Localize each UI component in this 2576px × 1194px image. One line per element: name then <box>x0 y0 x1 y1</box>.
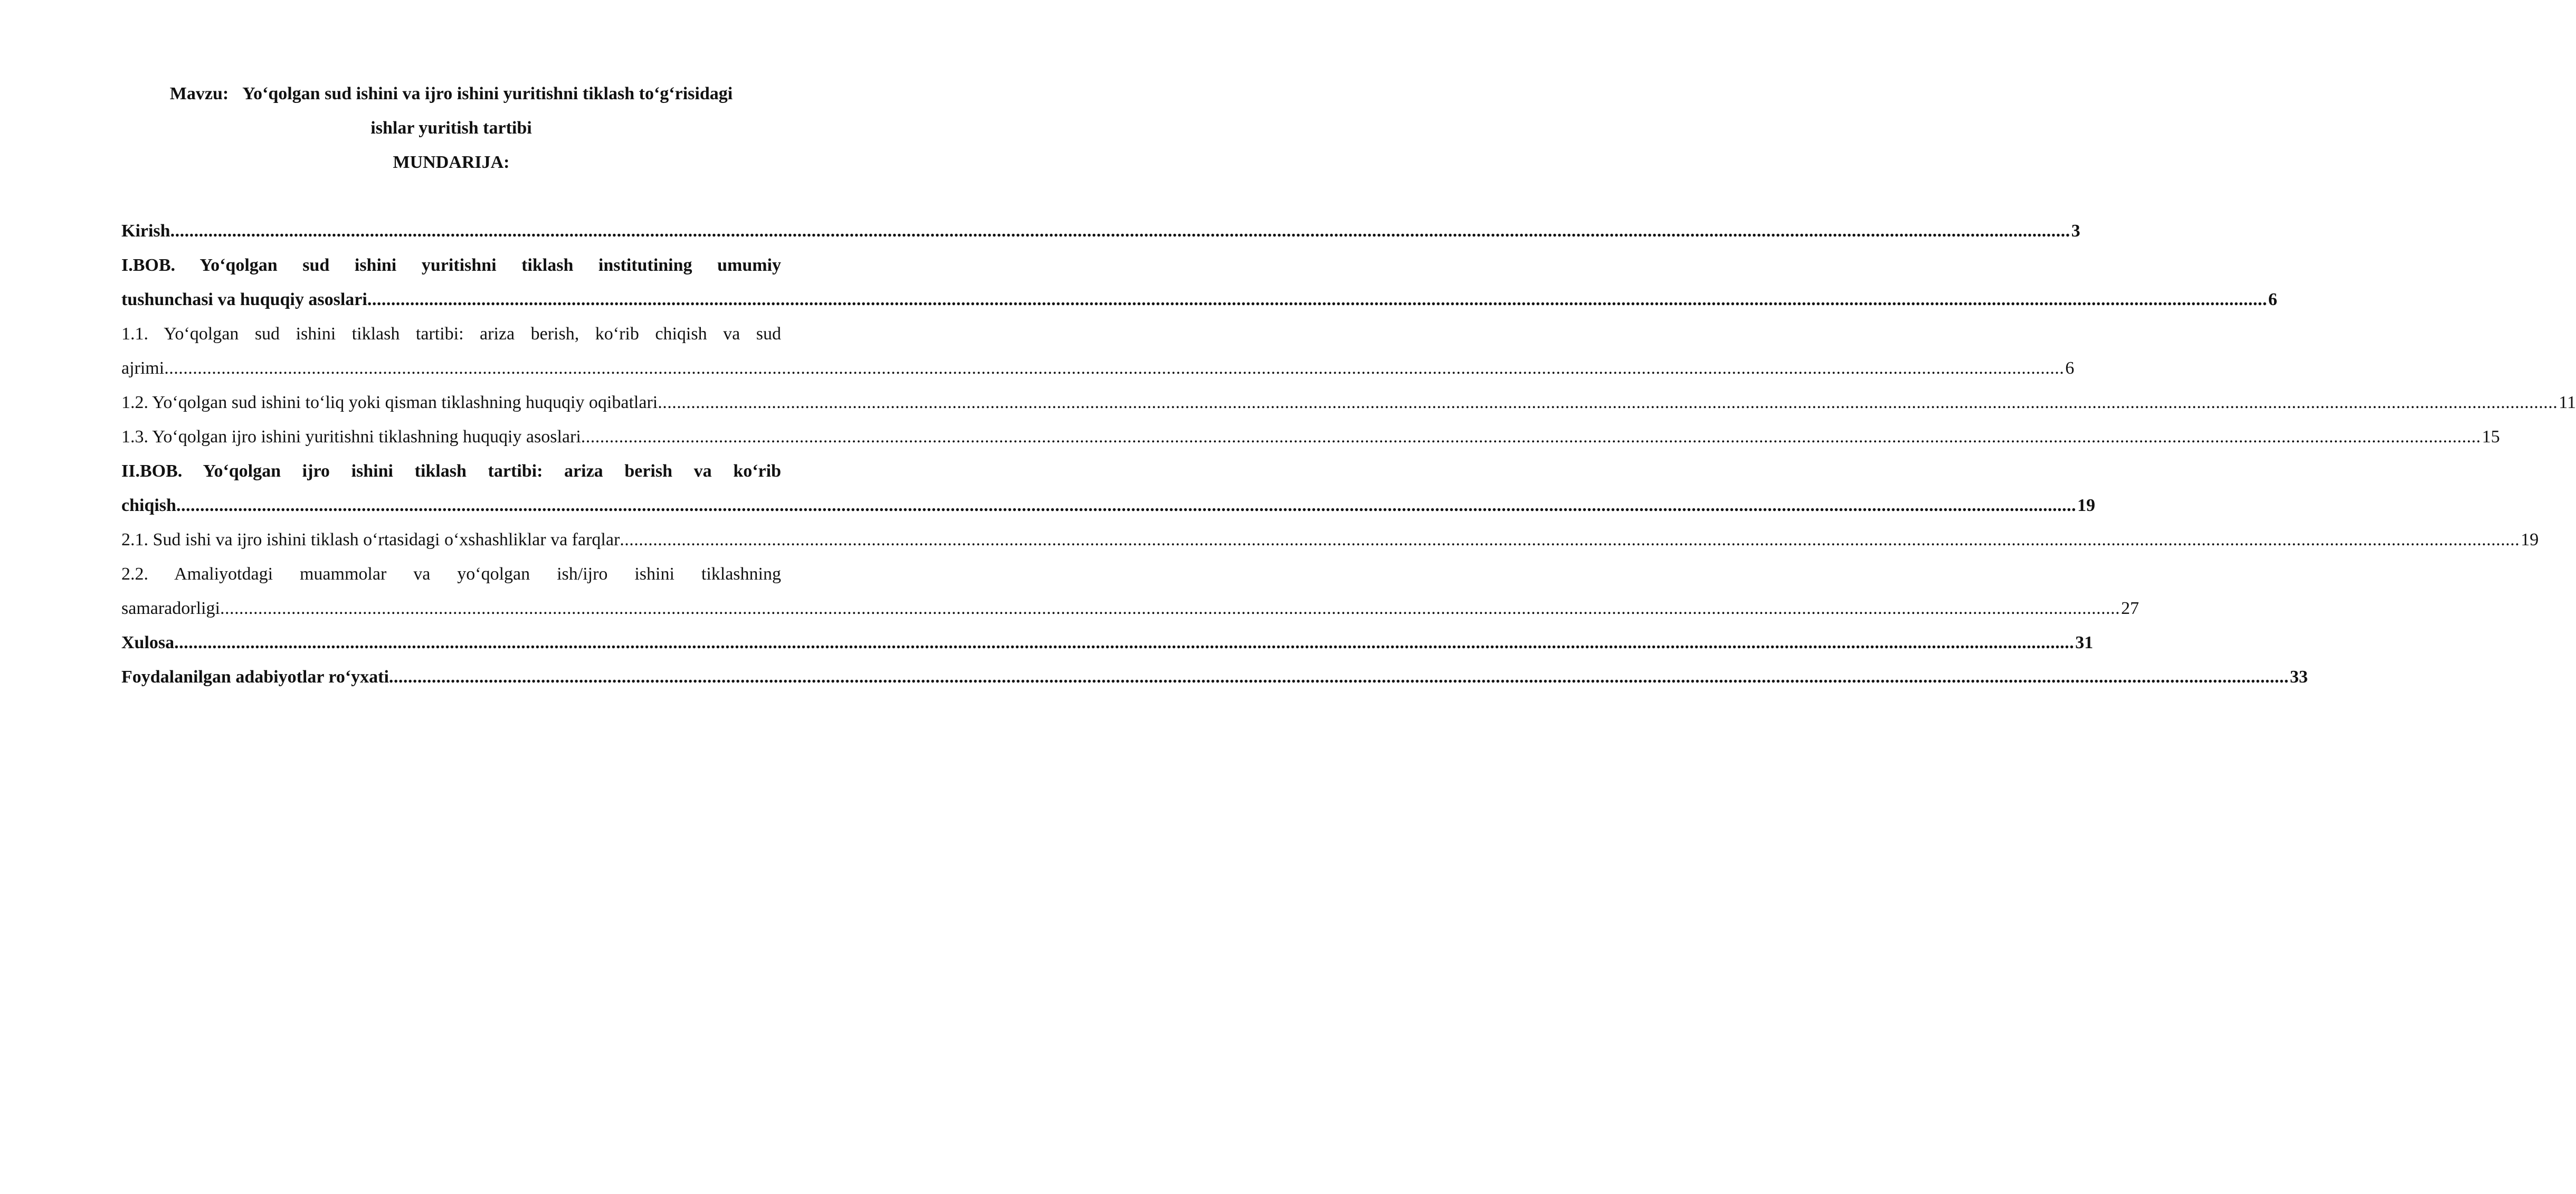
toc-entry-references[interactable] <box>121 660 2308 694</box>
toc-entry-chapter-1[interactable] <box>121 248 2277 317</box>
topic-title-part-1: Yo‘qolgan sud ishini va ijro ishini yuritishni tiklash to‘g‘risidagi <box>242 84 733 103</box>
toc-entry-title: ajrimi <box>121 358 165 378</box>
toc-entry-title: 1.3. Yo‘qolgan ijro ishini yuritishni tiklashning huquqiy asoslari <box>121 427 581 447</box>
toc-entry-introduction[interactable] <box>121 214 2080 248</box>
dot-leader: ................................................................................................................................................................................................................................................................................................................................................................................................................ <box>367 290 2267 309</box>
toc-entry-section-1-3[interactable] <box>121 420 2500 454</box>
dot-leader: ................................................................................................................................................................................................................................................................................................................................................................................................................ <box>220 599 2120 618</box>
toc-entry-title-lead: II.BOB. Yo‘qolgan ijro ishini tiklash tartibi: ariza berish va ko‘rib <box>121 461 781 481</box>
toc-entry-title: Foydalanilgan adabiyotlar ro‘yxati <box>121 667 389 687</box>
toc-heading: MUNDARIJA: <box>393 153 510 172</box>
toc-entry-title: Kirish <box>121 221 170 241</box>
toc-entry-title: 1.2. Yo‘qolgan sud ishini to‘liq yoki qisman tiklashning huquqiy oqibatlari <box>121 393 658 412</box>
toc-entry-title-lead: 2.2. Amaliyotdagi muammolar va yo‘qolgan ish/ijro ishini tiklashning <box>121 564 781 584</box>
toc-entry-section-2-2[interactable] <box>121 557 2139 626</box>
toc-entry-line <box>121 591 2139 626</box>
toc-page-number: 31 <box>2075 633 2094 652</box>
toc-entry-section-1-2[interactable] <box>121 385 2576 420</box>
toc-entry-line <box>121 351 2075 385</box>
toc-entry-title: 2.1. Sud ishi va ijro ishini tiklash o‘rtasidagi o‘xshashliklar va farqlar <box>121 530 620 549</box>
toc-entry-line <box>121 385 2576 420</box>
toc-page-number: 27 <box>2121 599 2139 618</box>
dot-leader: ................................................................................................................................................................................................................................................................................................................................................................................................................ <box>176 496 2076 515</box>
toc-page-number: 19 <box>2077 496 2095 515</box>
toc-entry-line <box>121 488 2095 523</box>
toc-entry-chapter-2[interactable] <box>121 454 2095 523</box>
toc-entry-line <box>121 660 2308 694</box>
toc-entry-line <box>121 282 2277 317</box>
toc-entry-line <box>121 214 2080 248</box>
toc-page-number: 6 <box>2065 358 2075 378</box>
dot-leader: ................................................................................................................................................................................................................................................................................................................................................................................................................ <box>658 393 2558 412</box>
dot-leader: ................................................................................................................................................................................................................................................................................................................................................................................................................ <box>388 667 2289 687</box>
dot-leader: ................................................................................................................................................................................................................................................................................................................................................................................................................ <box>620 530 2520 549</box>
title-block <box>121 77 781 179</box>
toc-entry-line <box>121 523 2539 557</box>
toc-page-number: 3 <box>2071 221 2080 241</box>
dot-leader: ................................................................................................................................................................................................................................................................................................................................................................................................................ <box>174 633 2075 652</box>
topic-label: Mavzu: <box>169 84 229 103</box>
toc-entry-line <box>121 420 2500 454</box>
toc-entry-title-lead: I.BOB. Yo‘qolgan sud ishini yuritishni tiklash institutining umumiy <box>121 255 781 275</box>
dot-leader: ................................................................................................................................................................................................................................................................................................................................................................................................................ <box>581 427 2481 447</box>
toc-page-number: 19 <box>2521 530 2539 549</box>
toc-page-number: 11 <box>2559 393 2576 412</box>
dot-leader: ................................................................................................................................................................................................................................................................................................................................................................................................................ <box>170 221 2070 241</box>
topic-line-1 <box>121 77 781 111</box>
table-of-contents <box>121 214 2576 694</box>
toc-entry-section-2-1[interactable] <box>121 523 2539 557</box>
topic-title-part-2: ishlar yuritish tartibi <box>370 118 532 138</box>
toc-entry-title: Xulosa <box>121 633 175 652</box>
toc-entry-line <box>121 626 2094 660</box>
toc-entry-section-1-1[interactable] <box>121 317 2075 385</box>
dot-leader: ................................................................................................................................................................................................................................................................................................................................................................................................................ <box>164 358 2065 378</box>
toc-entry-title-lead: 1.1. Yo‘qolgan sud ishini tiklash tartibi: ariza berish, ko‘rib chiqish va sud <box>121 324 781 344</box>
toc-entry-title: samaradorligi <box>121 599 220 618</box>
toc-page-number: 15 <box>2482 427 2500 447</box>
toc-entry-title: chiqish <box>121 496 176 515</box>
toc-page-number: 33 <box>2289 667 2308 687</box>
toc-page-number: 6 <box>2268 290 2277 309</box>
toc-entry-title: tushunchasi va huquqiy asoslari <box>121 290 367 309</box>
toc-entry-conclusion[interactable] <box>121 626 2094 660</box>
